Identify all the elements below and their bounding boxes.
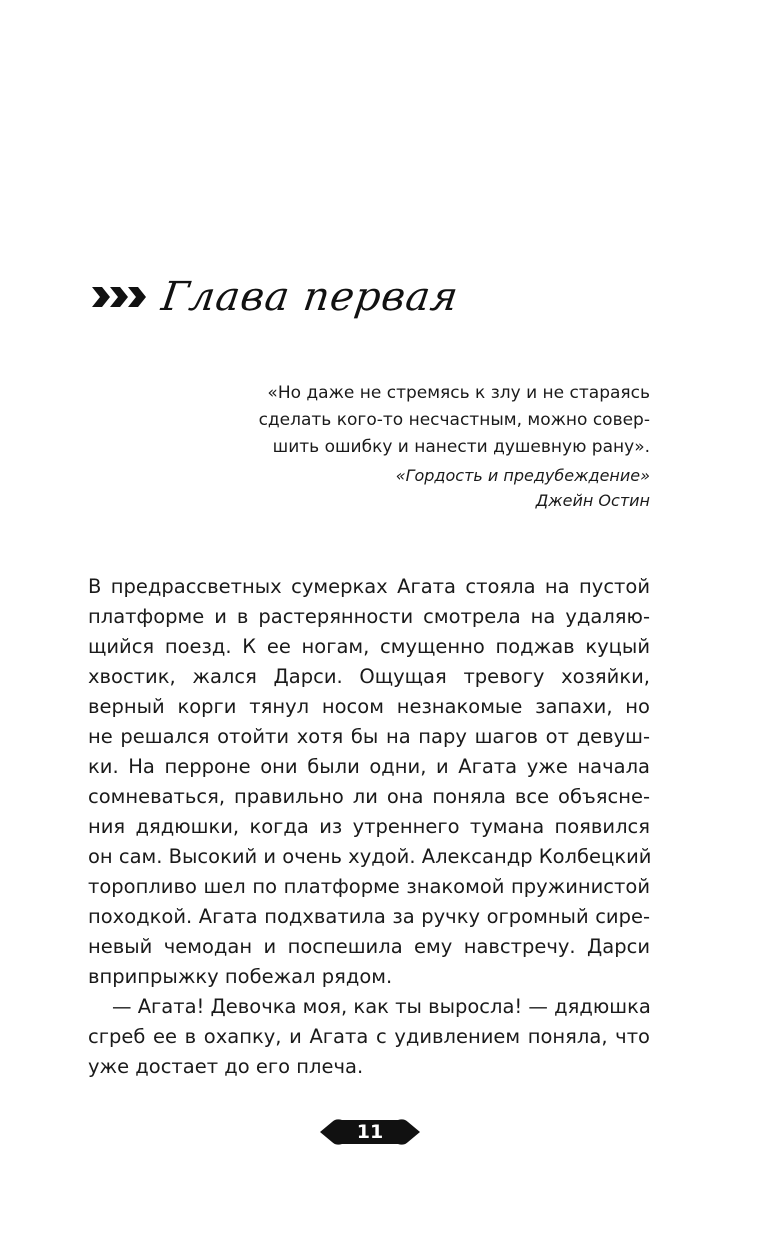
chapter-title: Глава первая	[158, 274, 462, 320]
text-line: вприпрыжку побежал рядом.	[88, 965, 393, 988]
text-line: верный корги тянул носом незнакомые запахи, но	[88, 695, 650, 718]
text-line: В предрассветных сумерках Агата стояла на пустой	[88, 575, 650, 598]
text-line: платформе и в растерянности смотрела на удаляю-	[88, 605, 650, 628]
body-text	[88, 572, 650, 1082]
text-line: он сам. Высокий и очень худой. Александр Колбецкий	[88, 845, 652, 868]
text-line: уже достает до его плеча.	[88, 1055, 364, 1078]
text-line: торопливо шел по платформе знакомой пружинистой	[88, 875, 650, 898]
text-line: не решался отойти хотя бы на пару шагов от девуш-	[88, 725, 650, 748]
text-line: ния дядюшки, когда из утреннего тумана появился	[88, 815, 650, 838]
text-line: походкой. Агата подхватила за ручку огромный сире-	[88, 905, 650, 928]
text-line: — Агата! Девочка моя, как ты выросла! — дядюшка	[112, 995, 651, 1018]
text-line: ки. На перроне они были одни, и Агата уже начала	[88, 755, 650, 778]
epigraph-source-book: «Гордость и предубеждение»	[395, 466, 650, 485]
text-line: сомневаться, правильно ли она поняла все объясне-	[88, 785, 650, 808]
chapter-heading	[90, 262, 462, 332]
page-number: 11	[356, 1121, 384, 1143]
text-line: хвостик, жался Дарси. Ощущая тревогу хозяйки,	[88, 665, 650, 688]
epigraph-line: шить ошибку и нанести душевную рану».	[272, 437, 650, 457]
triple-chevron-icon	[90, 283, 150, 311]
epigraph-line: «Но даже не стремясь к злу и не стараясь	[267, 383, 650, 403]
text-line: сгреб ее в охапку, и Агата с удивлением поняла, что	[88, 1025, 650, 1048]
epigraph	[248, 380, 650, 513]
page-number-badge	[318, 1114, 422, 1150]
text-line: невый чемодан и поспешила ему навстречу. Дарси	[88, 935, 650, 958]
epigraph-source-author: Джейн Остин	[535, 491, 650, 510]
text-line: щийся поезд. К ее ногам, смущенно поджав куцый	[88, 635, 650, 658]
epigraph-line: сделать кого-то несчастным, можно совер-	[258, 410, 650, 430]
